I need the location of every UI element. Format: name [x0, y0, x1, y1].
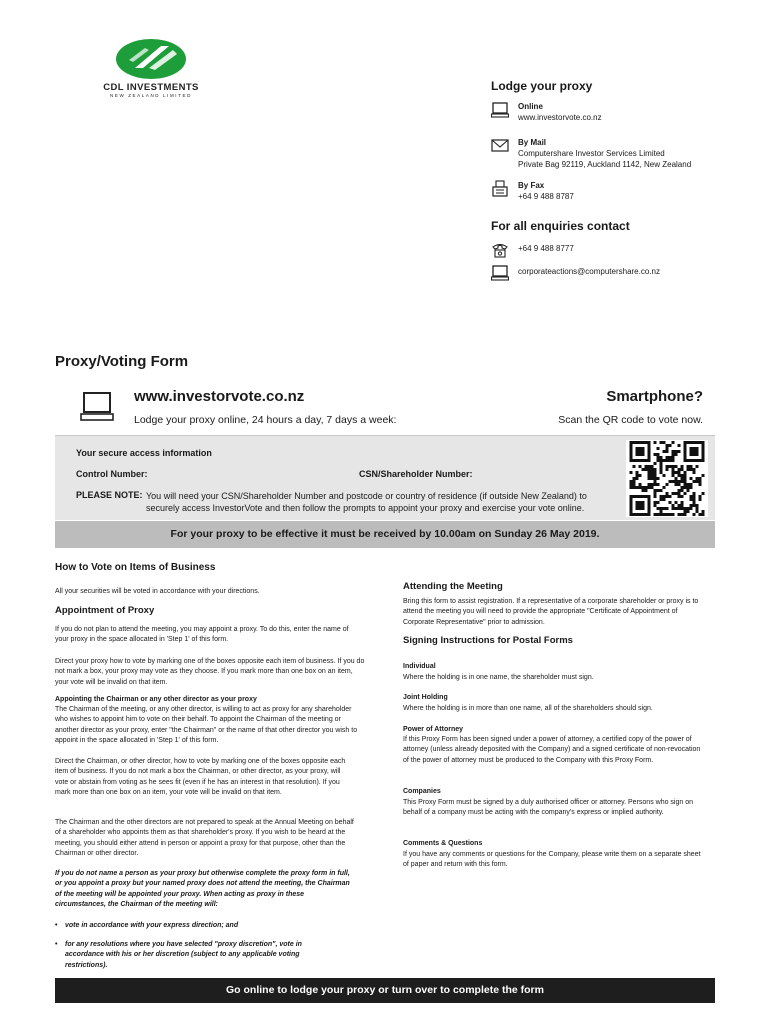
mail-line2: Private Bag 92119, Auckland 1142, New Zealand — [518, 160, 692, 169]
logo-wordmark: CDL INVESTMENTS — [103, 82, 199, 93]
mail-label: By Mail — [518, 138, 547, 147]
csn-label: CSN/Shareholder Number: — [359, 469, 473, 479]
secure-access-box — [55, 435, 715, 520]
logo-subtitle: NEW ZEALAND LIMITED — [110, 93, 192, 98]
companies-text: This Proxy Form must be signed by a duly authorised officer or attorney. Persons who sign on behalf of a company must be acting with the company's express or implied authority. — [403, 799, 693, 817]
lodge-heading: Lodge your proxy — [491, 79, 593, 93]
joint-heading: Joint Holding — [403, 694, 448, 701]
comments-text: If you have any comments or questions for the Company, please write them on a separate sheet of paper and return with this form. — [403, 851, 701, 869]
appointment-text-1: If you do not plan to attend the meeting, you may appoint a proxy. To do this, enter the name of your proxy in the space allocated in 'Step 1' of this form. — [55, 626, 349, 644]
attending-heading: Attending the Meeting — [403, 581, 503, 592]
bullet-icon: • — [55, 922, 58, 929]
online-banner — [55, 383, 715, 435]
individual-heading: Individual — [403, 663, 436, 670]
form-title: Proxy/Voting Form — [55, 353, 189, 370]
online-url[interactable]: www.investorvote.co.nz — [518, 113, 602, 122]
control-number-label: Control Number: — [76, 469, 148, 479]
note-text: You will need your CSN/Shareholder Number and postcode or country of residence (if outside New Zealand) to securely access InvestorVote and then follow the prompts to appoint your proxy and exercise your vote online. — [146, 491, 587, 513]
comments-heading: Comments & Questions — [403, 840, 483, 847]
qr-note: Scan the QR code to vote now. — [558, 414, 703, 426]
bullet-text: for any resolutions where you have selected "proxy discretion", vote in accordance with his or her discretion (subject to any applicable voting restrictions). — [65, 941, 302, 969]
how-to-vote-heading: How to Vote on Items of Business — [55, 562, 216, 573]
chairman-text-3: The Chairman and the other directors are not prepared to speak at the Annual Meeting on behalf of a shareholder who appoints them as that shareholder's proxy. If you wish to be heard at the meeting, you should either attend in person or appoint a proxy for that purpose, other than the Chairman or other director. — [55, 819, 354, 857]
phone-icon — [491, 241, 509, 259]
fax-icon — [491, 180, 509, 198]
chairman-text-1: The Chairman of the meeting, or any other director, is willing to act as proxy for any shareholder who wishes to appoint him to vote on their behalf. To appoint the Chairman of the meeting or another director as your proxy, enter "the Chairman" or the name of that other director you wish to appoint in the space allocated in 'Step 1' of this form. — [55, 706, 358, 744]
appointment-heading: Appointment of Proxy — [55, 605, 155, 616]
access-heading: Your secure access information — [76, 448, 212, 458]
computer-icon — [80, 392, 114, 427]
default-proxy-text: If you do not name a person as your proxy but otherwise complete the proxy form in full, or you appoint a proxy but your named proxy does not attend the meeting, the Chairman of the meeting will be appointed your proxy. When acting as proxy in these circumstances, the Chairman of the meeting will: — [55, 870, 350, 908]
appointment-text-2: Direct your proxy how to vote by marking one of the boxes opposite each item of business. If you do not mark a box, your proxy may vote as they choose. If you mark more than one box on an item, your vote will be invalid on that item. — [55, 658, 365, 686]
computer-icon — [491, 101, 509, 119]
bullet-text: vote in accordance with your express direction; and — [65, 922, 239, 929]
footer-bar: Go online to lodge your proxy or turn over to complete the form — [55, 978, 715, 1003]
enquiries-phone-number: +64 9 488 8777 — [518, 244, 574, 253]
smartphone-heading: Smartphone? — [606, 388, 703, 405]
attending-text: Bring this form to assist registration. If a representative of a corporate shareholder or proxy is to attend the meeting you will need to provide the appropriate "Certificate of Appointment of Corporate Representative" prior to admission. — [403, 598, 699, 626]
company-logo — [95, 38, 207, 102]
chairman-heading: Appointing the Chairman or any other director as your proxy — [55, 696, 257, 703]
deadline-bar: For your proxy to be effective it must be received by 10.00am on Sunday 26 May 2019. — [55, 521, 715, 548]
banner-subtitle: Lodge your proxy online, 24 hours a day, 7 days a week: — [134, 414, 397, 426]
poa-heading: Power of Attorney — [403, 726, 464, 733]
banner-url[interactable]: www.investorvote.co.nz — [134, 388, 305, 405]
qr-code[interactable] — [626, 440, 708, 517]
joint-text: Where the holding is in more than one name, all of the shareholders should sign. — [403, 705, 653, 712]
chairman-text-2: Direct the Chairman, or other director, how to vote by marking one of the boxes opposite each item of business. If you do not mark a box the Chairman, or other director, as your proxy, will vote or abstain from voting as he sees fit (even if he has an interest in that resolution). If you mark more than one box on an item, your vote will be invalid on that item. — [55, 758, 346, 796]
signing-heading: Signing Instructions for Postal Forms — [403, 635, 573, 646]
companies-heading: Companies — [403, 788, 441, 795]
intro-text: All your securities will be voted in accordance with your directions. — [55, 588, 260, 595]
note-label: PLEASE NOTE: — [76, 490, 143, 500]
cdl-logo-icon — [115, 38, 187, 80]
individual-text: Where the holding is in one name, the shareholder must sign. — [403, 674, 594, 681]
envelope-icon — [491, 137, 509, 155]
fax-number: +64 9 488 8787 — [518, 192, 574, 201]
online-label: Online — [518, 102, 543, 111]
fax-label: By Fax — [518, 181, 545, 190]
enquiries-heading: For all enquiries contact — [491, 219, 630, 233]
computer-icon — [491, 264, 509, 282]
enquiries-email-address[interactable]: corporateactions@computershare.co.nz — [518, 267, 660, 276]
mail-line1: Computershare Investor Services Limited — [518, 149, 665, 158]
bullet-icon: • — [55, 941, 58, 948]
poa-text: If this Proxy Form has been signed under a power of attorney, a certified copy of the power of attorney (unless already deposited with the Company) and a signed certificate of non-revocation of the power of attorney must be produced to the Company with this Proxy Form. — [403, 736, 701, 764]
